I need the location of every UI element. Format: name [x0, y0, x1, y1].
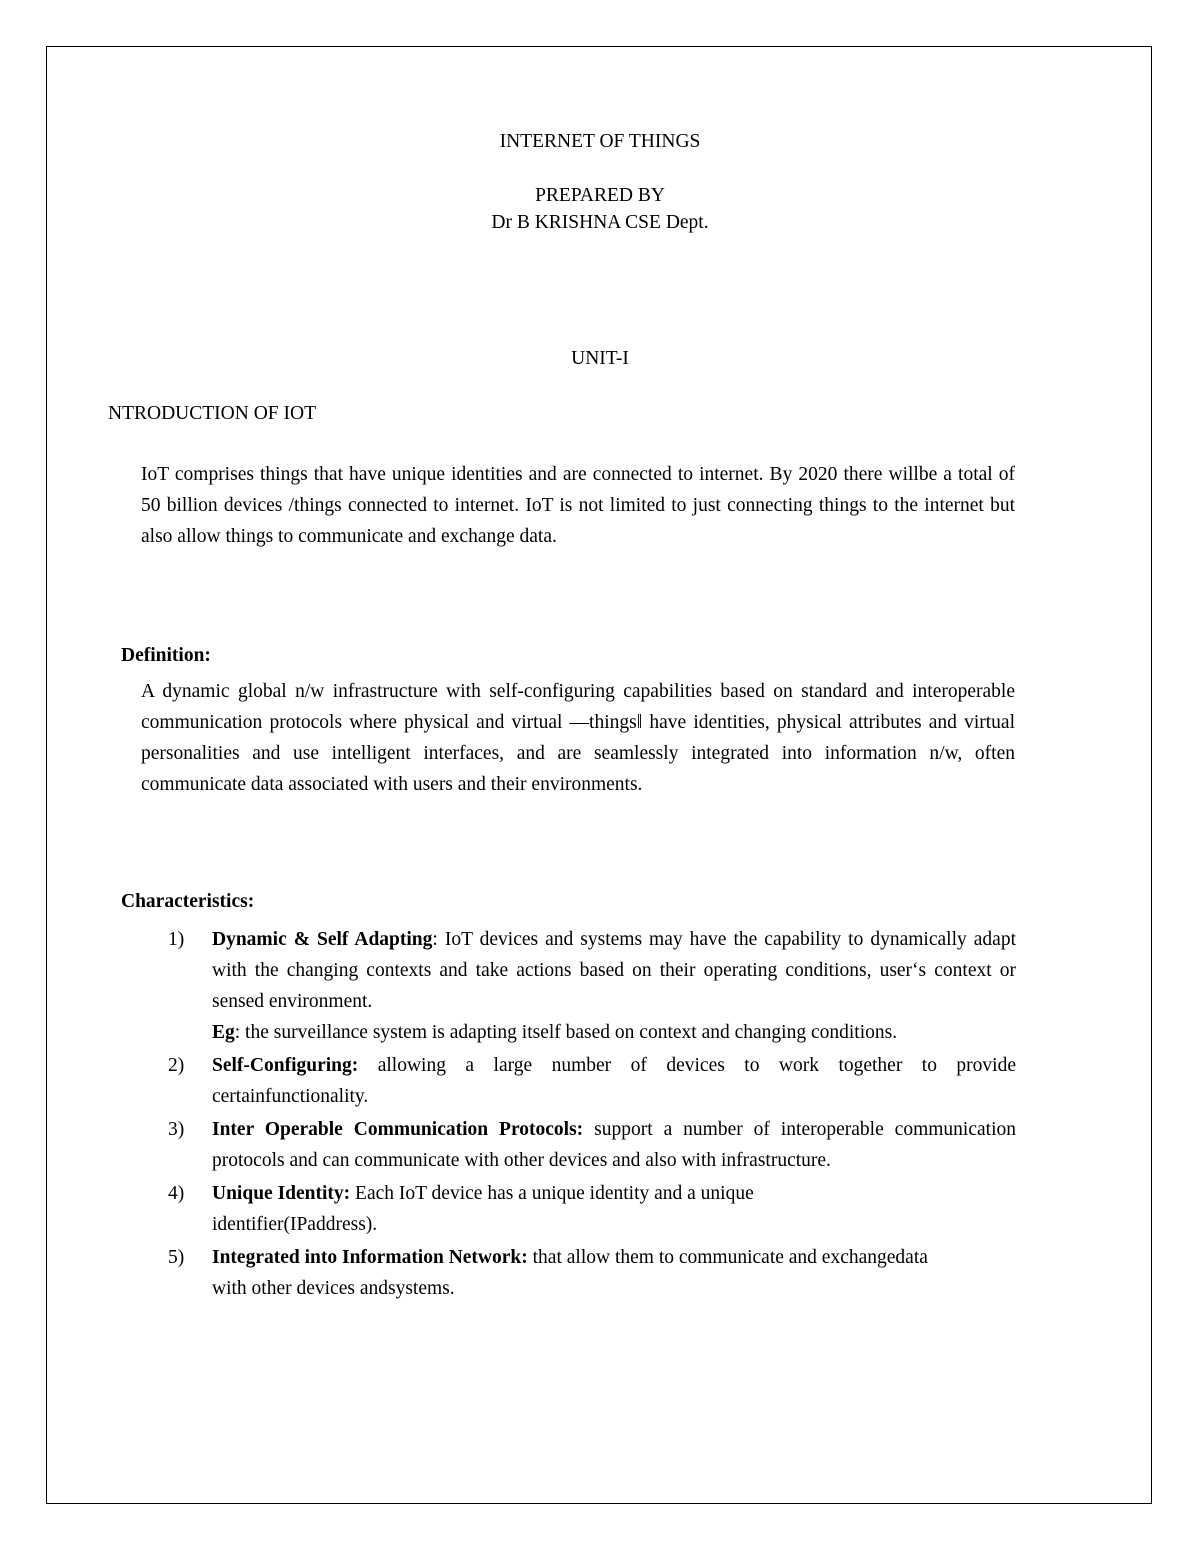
characteristic-title: Inter Operable Communication Protocols: — [212, 1119, 584, 1140]
author-line: Dr B KRISHNA CSE Dept. — [491, 212, 709, 233]
characteristic-item — [168, 1178, 1040, 1240]
list-number: 1) — [168, 929, 185, 950]
example-text: : the surveillance system is adapting itself based on context and changing conditions. — [234, 1022, 898, 1043]
example-label: Eg — [212, 1022, 235, 1043]
characteristic-text: allowing a large number of devices to work together to provide certainfunctionality. — [212, 1055, 1016, 1107]
unit-heading: UNIT-I — [571, 348, 629, 369]
characteristic-item — [168, 1114, 1040, 1176]
characteristic-text: support a number of interoperable communication protocols and can communicate with other devices and also with infrastructure. — [212, 1119, 1016, 1171]
intro-heading: NTRODUCTION OF IOT — [108, 403, 316, 424]
characteristic-item — [168, 924, 1040, 1048]
list-number: 4) — [168, 1183, 185, 1204]
characteristic-text: that allow them to communicate and exchangedata with other devices andsystems. — [212, 1247, 928, 1299]
characteristic-title: Integrated into Information Network: — [212, 1247, 528, 1268]
list-number: 5) — [168, 1247, 185, 1268]
list-number: 3) — [168, 1119, 185, 1140]
characteristic-body — [212, 1114, 1016, 1176]
characteristic-title: Self-Configuring: — [212, 1055, 359, 1076]
intro-paragraph: IoT comprises things that have unique identities and are connected to internet. By 2020 there willbe a total of 50 billion devices /things connected to internet. IoT is not limited to just connecting things to the internet but also allow things to communicate and exchange data. — [141, 464, 1015, 547]
document-title: INTERNET OF THINGS — [499, 131, 701, 152]
characteristics-heading: Characteristics: — [121, 891, 255, 912]
characteristic-body — [212, 1242, 952, 1304]
characteristic-example — [212, 1017, 1016, 1048]
characteristic-body — [212, 1050, 1016, 1112]
list-number: 2) — [168, 1055, 185, 1076]
characteristic-body — [212, 924, 1016, 1048]
characteristics-list — [168, 924, 1040, 1306]
characteristic-title: Unique Identity: — [212, 1183, 351, 1204]
definition-paragraph: A dynamic global n/w infrastructure with self-configuring capabilities based on standard and interoperable communication protocols where physical and virtual ―things‖ have identities, physical attributes and virtual personalities and use intelligent interfaces, and are seamlessly integrated into information n/w, often communicate data associated with users and their environments. — [141, 681, 1015, 795]
characteristic-body — [212, 1178, 872, 1240]
characteristic-title: Dynamic & Self Adapting — [212, 929, 433, 950]
definition-heading: Definition: — [121, 645, 211, 666]
characteristic-text: : IoT devices and systems may have the capability to dynamically adapt with the changing contexts and take actions based on their operating conditions, user‘s context or sensed environment. — [212, 929, 1016, 1012]
prepared-by-label: PREPARED BY — [535, 185, 665, 206]
characteristic-text: Each IoT device has a unique identity and a unique identifier(IPaddress). — [212, 1183, 754, 1235]
characteristic-item — [168, 1242, 1040, 1304]
characteristic-item — [168, 1050, 1040, 1112]
